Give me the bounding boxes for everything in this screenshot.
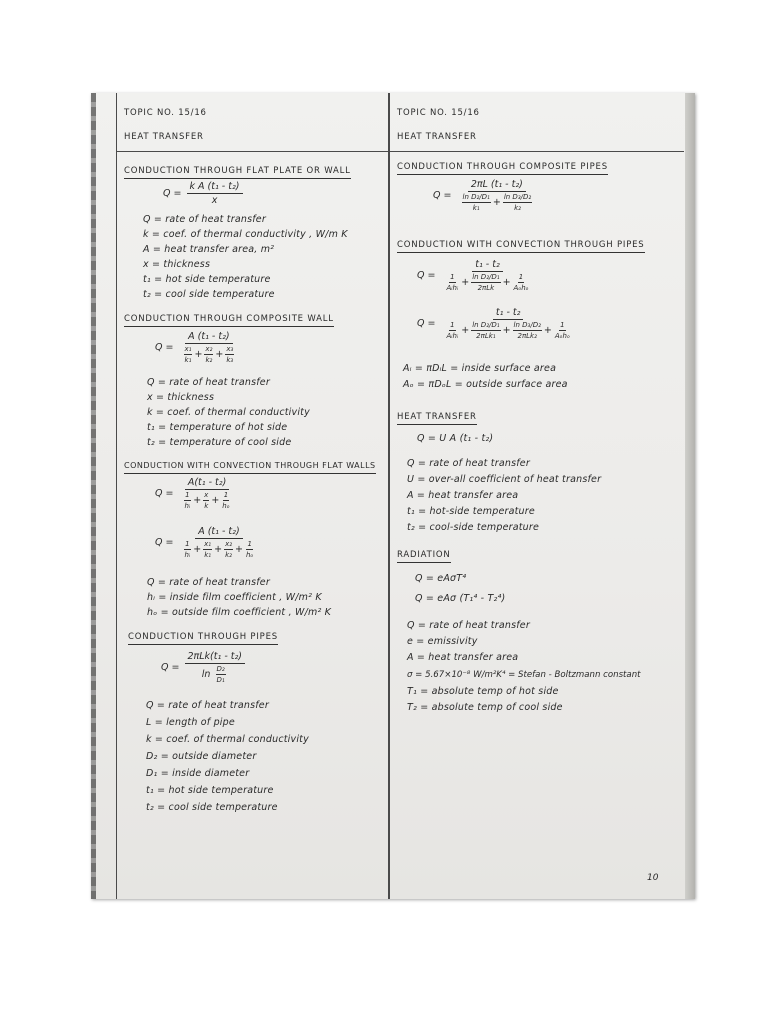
equation-radiation-1: Q = eAσT⁴: [415, 573, 467, 584]
fraction: [179, 331, 240, 364]
term: [225, 345, 234, 364]
term: [245, 540, 254, 559]
definition: t₂ = cool side temperature: [146, 802, 278, 813]
term-den: k₂: [514, 204, 521, 212]
definition: Q = rate of heat transfer: [146, 700, 269, 711]
term-num: x₂: [205, 345, 213, 353]
term: [203, 540, 212, 559]
term-num: 1: [223, 491, 229, 499]
definition: Q = rate of heat transfer: [143, 214, 266, 225]
term: [224, 540, 233, 559]
eq-lhs: Q =: [417, 270, 436, 281]
plus-sign: +: [543, 325, 552, 336]
page-number: 10: [647, 873, 659, 883]
term-num: D₂: [216, 665, 225, 673]
term-den: hₒ: [246, 551, 254, 559]
definition: k = coef. of thermal conductivity: [146, 734, 309, 745]
notebook-page: [91, 93, 695, 899]
definition: e = emissivity: [407, 636, 478, 647]
equation-convection-pipes-2: [417, 307, 578, 340]
eq-lhs: Q =: [417, 318, 436, 329]
term-num: 1: [450, 273, 455, 281]
definition: D₂ = outside diameter: [146, 751, 257, 762]
equation-convection-flat-1: [155, 477, 238, 510]
equation-convection-flat-2: [155, 526, 261, 559]
plus-sign: +: [461, 325, 470, 336]
term-num: x: [204, 491, 209, 499]
denominator: [457, 192, 538, 212]
definition: Q = rate of heat transfer: [147, 577, 270, 588]
term: [503, 193, 532, 212]
term-den: k₃: [226, 356, 234, 364]
denominator: x: [211, 195, 218, 206]
section-heading-composite-pipes: CONDUCTION THROUGH COMPOSITE PIPES: [397, 161, 608, 175]
term-den: hᵢ: [184, 551, 191, 559]
term-den: 2πLk₂: [517, 332, 537, 340]
definition: Q = rate of heat transfer: [147, 377, 270, 388]
eq-lhs: Q =: [163, 188, 182, 199]
plus-sign: +: [193, 495, 202, 506]
term-den: Aₒhₒ: [513, 284, 529, 292]
definition: T₁ = absolute temp of hot side: [407, 686, 559, 697]
term-den: k₁: [204, 551, 212, 559]
term-num: ln D₂/D₁: [472, 273, 500, 281]
fraction: [457, 179, 538, 212]
numerator: 2πLk(t₁ - t₂): [185, 651, 246, 664]
topic-title: HEAT TRANSFER: [124, 132, 204, 142]
term: [462, 193, 491, 212]
definition: D₁ = inside diameter: [146, 768, 250, 779]
plus-sign: +: [502, 325, 511, 336]
term: [203, 491, 209, 510]
term: [471, 321, 500, 340]
plus-sign: +: [492, 197, 501, 208]
term: [216, 665, 226, 684]
plus-sign: +: [214, 544, 223, 555]
denominator: [441, 272, 535, 292]
term-num: 1: [247, 540, 252, 548]
numerator: A (t₁ - t₂): [185, 331, 232, 344]
section-heading-pipes: CONDUCTION THROUGH PIPES: [128, 631, 278, 645]
equation-composite-pipes: [433, 179, 539, 212]
definition: L = length of pipe: [146, 717, 235, 728]
equation-radiation-2: Q = eAσ (T₁⁴ - T₂⁴): [415, 593, 506, 604]
definition: σ = 5.67×10⁻⁸ W/m²K⁴ = Stefan - Boltzmann constant: [407, 670, 641, 680]
numerator: 2πL (t₁ - t₂): [468, 179, 526, 192]
definition: x = thickness: [147, 392, 215, 403]
equation-heat-transfer: Q = U A (t₁ - t₂): [417, 433, 494, 444]
definition: hₒ = outside film coefficient , W/m² K: [147, 607, 332, 618]
section-heading-radiation: RADIATION: [397, 549, 451, 563]
definition: x = thickness: [143, 259, 211, 270]
fraction: [187, 181, 243, 206]
section-heading-convection-flat-walls: CONDUCTION WITH CONVECTION THROUGH FLAT WALLS: [124, 460, 376, 474]
term: [513, 321, 542, 340]
definition: t₁ = hot side temperature: [143, 274, 271, 285]
definition: A = heat transfer area, m²: [143, 244, 275, 255]
term: [554, 321, 571, 340]
ln-label: ln: [201, 669, 211, 680]
term-den: D₁: [216, 676, 225, 684]
definition: hᵢ = inside film coefficient , W/m² K: [147, 592, 322, 603]
term: [204, 345, 213, 364]
denominator: [199, 664, 231, 684]
term: [513, 273, 530, 292]
term-den: 2πLk: [477, 284, 495, 292]
term-num: 1: [560, 321, 565, 329]
denominator: [179, 539, 260, 559]
fraction: [179, 526, 260, 559]
term: [184, 345, 193, 364]
equation-flat-plate: [163, 181, 245, 206]
eq-lhs: Q =: [433, 190, 452, 201]
term-num: ln D₃/D₂: [513, 321, 541, 329]
term-num: 1: [185, 491, 190, 499]
term-num: 1: [518, 273, 524, 281]
definition: t₂ = cool-side temperature: [407, 522, 540, 533]
topic-number: TOPIC NO. 15/16: [124, 108, 207, 118]
definition: k = coef. of thermal conductivity , W/m K: [143, 229, 348, 240]
right-column: [389, 93, 685, 899]
numerator: k A (t₁ - t₂): [187, 181, 243, 194]
eq-lhs: Q =: [155, 488, 174, 499]
plus-sign: +: [193, 544, 202, 555]
term: [471, 273, 500, 292]
term-den: 2πLk₁: [476, 332, 496, 340]
fraction: [441, 259, 535, 292]
term-den: k₂: [205, 356, 213, 364]
term-den: Aᵢhᵢ: [446, 332, 459, 340]
denominator: [179, 344, 240, 364]
plus-sign: +: [194, 349, 203, 360]
term-den: k₂: [225, 551, 232, 559]
term: [221, 491, 230, 510]
definition: Aᵢ = πDᵢL = inside surface area: [403, 363, 557, 374]
term-den: k₁: [472, 204, 480, 212]
eq-lhs: Q =: [155, 342, 174, 353]
term-num: ln D₂/D₁: [462, 193, 490, 201]
numerator: t₁ - t₂: [472, 259, 503, 272]
equation-pipes: [161, 651, 247, 684]
definition: t₁ = hot-side temperature: [407, 506, 535, 517]
term-num: x₂: [225, 540, 233, 548]
term-num: ln D₂/D₁: [472, 321, 500, 329]
term: [446, 273, 460, 292]
definition: Aₒ = πDₒL = outside surface area: [403, 379, 568, 390]
definition: U = over-all coefficient of heat transfer: [407, 474, 602, 485]
fraction: [185, 651, 246, 684]
term-num: 1: [450, 321, 455, 329]
term: [184, 491, 192, 510]
numerator: t₁ - t₂: [493, 307, 524, 320]
plus-sign: +: [211, 495, 220, 506]
eq-lhs: Q =: [161, 662, 180, 673]
definition: A = heat transfer area: [407, 652, 519, 663]
definition: Q = rate of heat transfer: [407, 620, 530, 631]
term: [184, 540, 192, 559]
fraction: [441, 307, 576, 340]
term-num: ln D₃/D₂: [503, 193, 532, 201]
plus-sign: +: [235, 544, 243, 555]
numerator: A (t₁ - t₂): [195, 526, 242, 539]
plus-sign: +: [502, 277, 511, 288]
numerator: A(t₁ - t₂): [185, 477, 229, 490]
term-den: Aᵢhᵢ: [446, 284, 459, 292]
definition: k = coef. of thermal conductivity: [147, 407, 310, 418]
term-den: k₁: [184, 356, 192, 364]
term-num: 1: [185, 540, 190, 548]
denominator: [179, 490, 236, 510]
equation-composite-wall: [155, 331, 241, 364]
section-heading-heat-transfer: HEAT TRANSFER: [397, 411, 477, 425]
fraction: [179, 477, 236, 510]
term-den: hₒ: [222, 502, 230, 510]
term: [446, 321, 460, 340]
equation-convection-pipes-1: [417, 259, 537, 292]
plus-sign: +: [461, 277, 470, 288]
section-heading-composite-wall: CONDUCTION THROUGH COMPOSITE WALL: [124, 313, 334, 327]
definition: t₁ = temperature of hot side: [147, 422, 288, 433]
term-num: x₁: [184, 345, 192, 353]
definition: Q = rate of heat transfer: [407, 458, 530, 469]
term-den: hᵢ: [184, 502, 191, 510]
term-den: k: [204, 502, 209, 510]
definition: t₂ = temperature of cool side: [147, 437, 292, 448]
definition: t₂ = cool side temperature: [143, 289, 275, 300]
topic-title: HEAT TRANSFER: [397, 132, 477, 142]
section-heading-convection-pipes: CONDUCTION WITH CONVECTION THROUGH PIPES: [397, 239, 645, 253]
eq-lhs: Q =: [155, 537, 174, 548]
definition: A = heat transfer area: [407, 490, 519, 501]
term-num: x₃: [226, 345, 234, 353]
section-heading-flat-plate: CONDUCTION THROUGH FLAT PLATE OR WALL: [124, 165, 351, 179]
definition: t₁ = hot side temperature: [146, 785, 274, 796]
denominator: [441, 320, 576, 340]
left-column: [91, 93, 388, 899]
topic-number: TOPIC NO. 15/16: [397, 108, 480, 118]
term-num: x₁: [204, 540, 212, 548]
term-den: Aₒhₒ: [554, 332, 570, 340]
plus-sign: +: [215, 349, 224, 360]
definition: T₂ = absolute temp of cool side: [407, 702, 563, 713]
